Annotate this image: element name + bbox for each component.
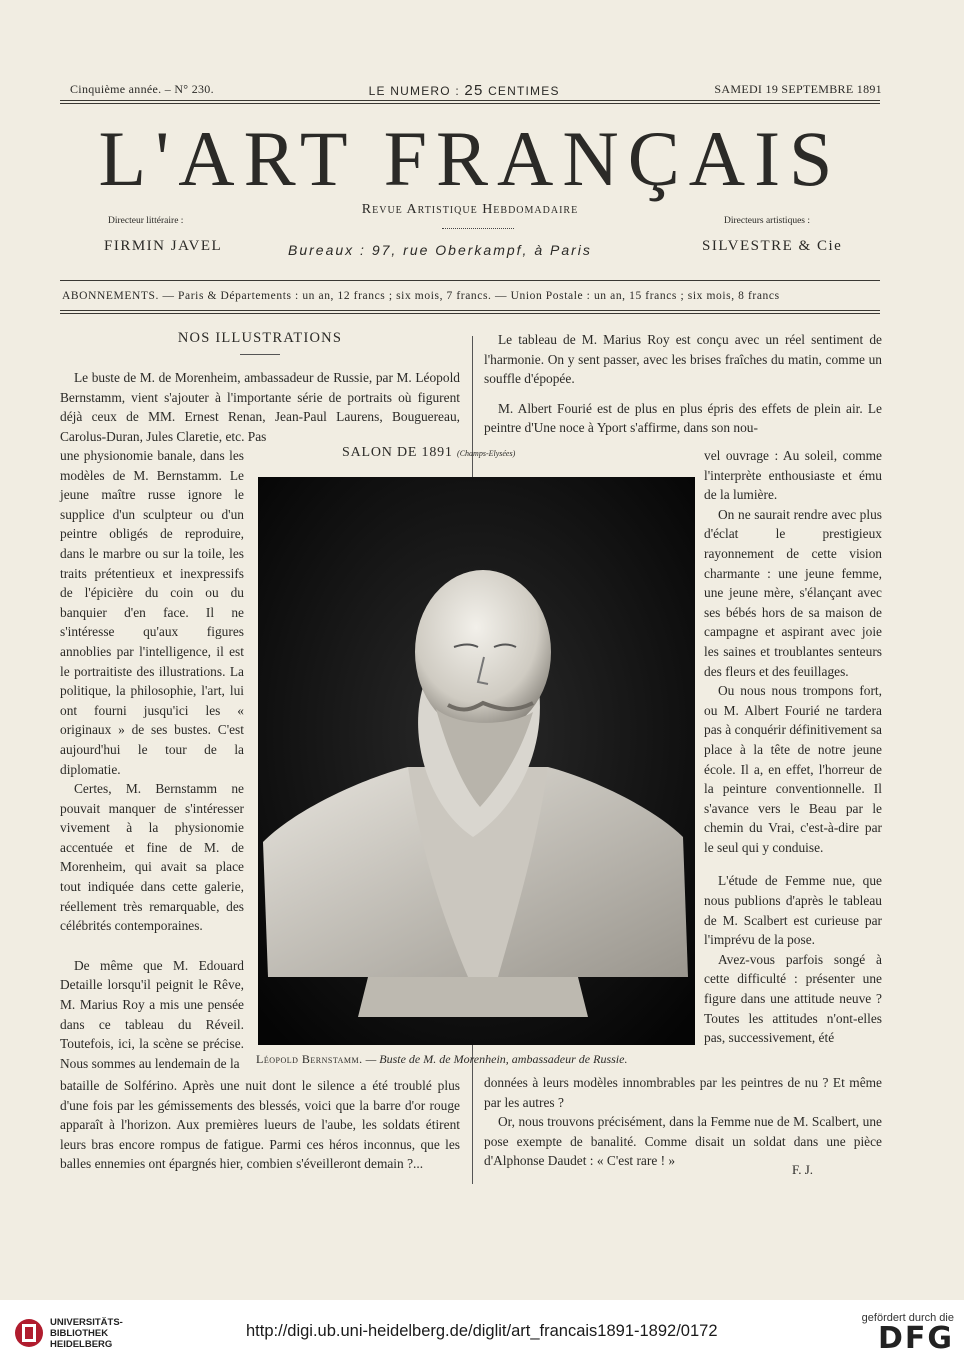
ornament-rule bbox=[442, 228, 514, 233]
top-info-line bbox=[70, 82, 882, 99]
issue-number: Cinquième année. – N° 230. bbox=[70, 82, 214, 96]
right-bottom: données à leurs modèles innombrables par les peintres de nu ? Et même par les autres ? Or, nous trouvons précisément, dans la Femme nue de M. Scalbert, une pose exempte de banalité. Comme disait un soldat dans une pièce d'Alphonse Daudet : « C'est rare ! » bbox=[484, 1075, 882, 1169]
masthead-subtitle: Revue Artistique Hebdomadaire bbox=[361, 202, 579, 217]
subscription-line: ABONNEMENTS. — Paris & Départements : un an, 12 francs ; six mois, 7 francs. — Union Postale : un an, 15 francs ; six mois, 8 francs bbox=[62, 290, 780, 302]
literary-director-label: Directeur littéraire : bbox=[108, 216, 184, 226]
bust-photograph bbox=[258, 477, 695, 1045]
artistic-directors-name: SILVESTRE & Cie bbox=[702, 238, 843, 254]
heading-rule bbox=[240, 354, 280, 355]
bureaux-address: Bureaux : 97, rue Oberkampf, à Paris bbox=[288, 242, 592, 258]
footer-bar bbox=[0, 1300, 964, 1371]
sponsor-label: gefördert durch die bbox=[861, 1312, 954, 1324]
section-heading: NOS ILLUSTRATIONS bbox=[177, 330, 343, 346]
sponsor-block bbox=[842, 1312, 954, 1354]
author-initials: F. J. bbox=[792, 1162, 813, 1177]
top-rule bbox=[60, 100, 880, 101]
photo-caption: Léopold Bernstamm. — Buste de M. de Morenhein, ambassadeur de Russie. bbox=[256, 1052, 628, 1066]
salon-heading: SALON DE 1891 (Champs-Elysées) bbox=[342, 445, 516, 460]
top-rule-2 bbox=[60, 103, 880, 104]
permalink-url[interactable]: http://digi.ub.uni-heidelberg.de/diglit/art_francais1891-1892/0172 bbox=[246, 1322, 718, 1340]
university-seal-icon bbox=[14, 1316, 44, 1350]
literary-director-name: FIRMIN JAVEL bbox=[104, 238, 223, 254]
masthead-title: L'ART FRANÇAIS bbox=[98, 115, 842, 202]
university-name: UNIVERSITÄTS- BIBLIOTHEK HEIDELBERG bbox=[50, 1316, 123, 1350]
right-top: Le tableau de M. Marius Roy est conçu avec un réel sentiment de l'harmonie. On y sent passer, avec les brises fraîches du matin, comme un souffle d'épopée. M. Albert Fourié est de plus en plus épris des effets de plein air. Le peintre d'Une noce à Yport s'affirme, dans son nou- bbox=[484, 332, 882, 436]
left-bottom: bataille de Solférino. Après une nuit dont le silence a été troublé plus d'une fois par les gémissements des blessés, voici que la barre d'or rouge apparaît à l'horizon. Aux premières lueurs de l'aube, les soldats étirent leurs bras encore rompus de fatigue. Parmi ces héros inconnus, que les balles ennemies ont épargnés hier, combien s'éveilleront demain ?... bbox=[60, 1078, 460, 1172]
right-narrow-column: vel ouvrage : Au soleil, comme l'interprète enthousiaste et ému de la lumière. On ne saurait rendre avec plus d'éclat le prestigieux rayonnement de cette vision charmante : une jeune femme, une jeune mère, s'élançant avec ses bébés hors de sa maison de campagne et aspirant avec joie les saines et troublantes senteurs des fleurs et des feuillages. Ou nous nous trompons fort, ou M. Albert Fourié ne tardera pas à conquérir définitivement sa place à la tête de notre jeune école. Il a, en effet, l'horreur de la peinture conventionnelle. Il s'avance vers le Beau par le chemin du Vrai, c'est-à-dire par le seul qui y conduise. L'étude de Femme nue, que nous publions d'après le tableau de M. Scalbert est curieuse par l'imprévu de la pose. Avez-vous parfois songé à cette difficulté : présenter une figure dans une attitude neuve ? Toutes les attitudes n'ont-elles pas, successivement, été bbox=[704, 448, 882, 1046]
left-narrow-column: une physionomie banale, dans les modèles de M. Bernstamm. Le jeune maître russe ignore le supplice d'un sculpteur ou d'un peintre obligés de reproduire, dans le marbre ou sur la toile, les traits prétentieux et inexpressifs de l'épicière du coin ou du banquier d'en face. Il ne s'intéresse qu'aux figures annoblies par l'intelligence, il est le portraitiste des illustrations. La politique, la philosophie, l'art, lui ont fourni jusqu'ici les « originaux » de ses bustes. C'est aujourd'hui le tour de la diplomatie. Certes, M. Bernstamm ne pouvait manquer de s'intéresser vivement à la physionomie accentuée et fine de M. de Morenheim, qui avait sa place tout indiquée dans cette galerie, réellement très remarquable, des célébrités contemporaines. De même que M. Edouard Detaille lorsqu'il peignit le Rêve, M. Marius Roy a mis une pensée dans ce tableau du Réveil. Toutefois, ici, la scène se précise. Nous sommes au lendemain de la bbox=[60, 448, 244, 1071]
abonn-rule-bottom-2 bbox=[60, 313, 880, 314]
left-intro: Le buste de M. de Morenheim, ambassadeur de Russie, par M. Léopold Bernstamm, vient s'ajouter à l'importante série de portraits où figurent déjà ceux de MM. Ernest Renan, Jean-Paul Laurens, Bouguereau, Carolus-Duran, Jules Claretie, etc. Pas bbox=[60, 370, 460, 444]
dfg-logo: DFG bbox=[877, 1321, 954, 1356]
abonn-rule-top bbox=[60, 280, 880, 281]
issue-date: SAMEDI 19 SEPTEMBRE 1891 bbox=[714, 82, 882, 96]
artistic-directors-label: Directeurs artistiques : bbox=[724, 216, 811, 226]
marble-bust-image bbox=[258, 477, 695, 1045]
university-logo bbox=[14, 1316, 123, 1350]
price: LE NUMERO : 25 CENTIMES bbox=[368, 82, 560, 99]
abonn-rule-bottom bbox=[60, 310, 880, 311]
